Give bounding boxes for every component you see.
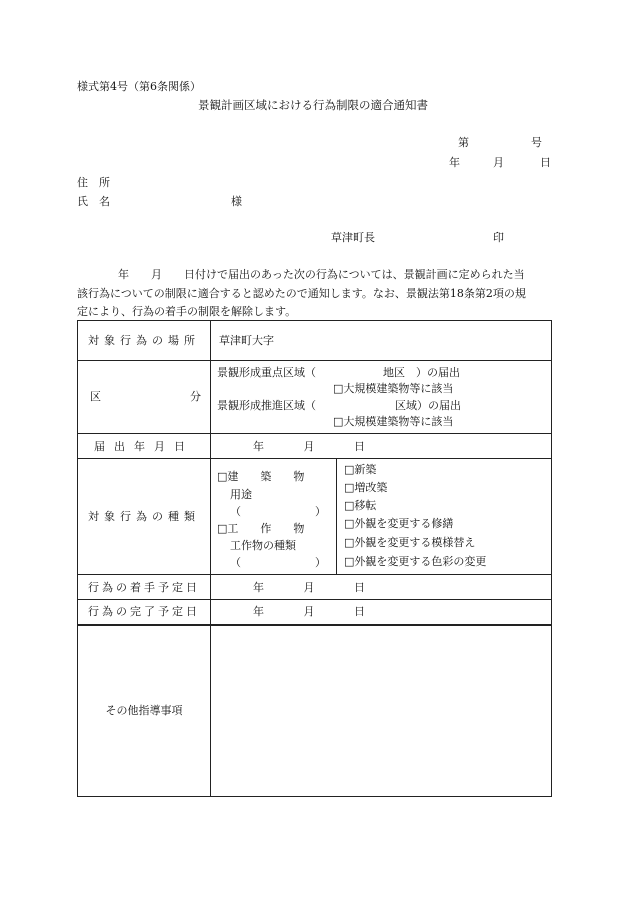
end-year: 年	[253, 605, 264, 619]
start-date-label: 行為の着手予定日	[88, 580, 200, 594]
promotion-district-text: 景観形成推進区域（	[217, 399, 316, 412]
application-table	[77, 320, 552, 797]
filing-date-label: 届出年月日	[94, 439, 194, 453]
structure-checkbox[interactable]: □工 作 物	[217, 522, 305, 535]
new-construction-checkbox[interactable]: □新築	[344, 463, 377, 476]
repair-checkbox[interactable]: □外観を変更する修繕	[344, 517, 454, 530]
category-field[interactable]	[211, 361, 552, 434]
start-day: 日	[354, 580, 365, 594]
structure-type-label: 工作物の種類	[230, 539, 296, 552]
key-district-suffix: 地区 ）の届出	[383, 366, 460, 379]
table-row-end-date	[78, 600, 552, 625]
filing-day: 日	[354, 439, 365, 453]
usage-paren-close: ）	[315, 505, 326, 518]
end-date-label: 行為の完了予定日	[88, 605, 200, 619]
structure-paren-open: （	[230, 556, 241, 569]
sama-honorific: 様	[231, 195, 242, 208]
remodel-checkbox[interactable]: □外観を変更する模様替え	[344, 536, 476, 549]
doc-date-year: 年	[449, 156, 460, 169]
doc-date-day: 日	[540, 156, 551, 169]
mayor-title: 草津町長	[331, 231, 375, 244]
filing-year: 年	[253, 439, 264, 453]
usage-label: 用途	[230, 488, 252, 501]
action-type-label: 対象行為の種類	[88, 510, 200, 523]
location-value: 草津町大字	[219, 334, 274, 347]
large-building-checkbox-1[interactable]: □大規模建築物等に該当	[333, 382, 454, 395]
table-row-other-guidance	[78, 625, 552, 797]
category-label-left: 区	[90, 390, 101, 403]
body-line-2: 該行為についての制限に適合すると認めたので通知します。なお、景観法第18条第2項の規	[77, 287, 526, 300]
table-row-location	[78, 321, 552, 361]
filing-date-field[interactable]	[211, 434, 552, 459]
end-day: 日	[354, 605, 365, 619]
doc-date-month: 月	[493, 156, 504, 169]
color-change-checkbox[interactable]: □外観を変更する色彩の変更	[344, 555, 487, 568]
building-checkbox[interactable]: □建 築 物	[217, 470, 305, 483]
seal-mark: 印	[493, 231, 504, 244]
table-row-action-type	[78, 459, 552, 575]
large-building-checkbox-2[interactable]: □大規模建築物等に該当	[333, 415, 454, 428]
other-guidance-label: その他指導事項	[105, 704, 183, 718]
structure-paren-close: ）	[315, 556, 326, 569]
table-row-start-date	[78, 575, 552, 600]
table-row-filing-date	[78, 434, 552, 459]
key-district-text: 景観形成重点区域（	[217, 366, 316, 379]
table-row-category	[78, 361, 552, 434]
extension-checkbox[interactable]: □増改築	[344, 481, 388, 494]
promotion-district-suffix: 区域）の届出	[395, 399, 461, 412]
usage-paren-open: （	[230, 505, 241, 518]
category-label-right: 分	[190, 390, 201, 403]
other-guidance-field[interactable]	[211, 625, 552, 797]
filing-month: 月	[303, 439, 315, 453]
type-column-divider	[336, 459, 337, 574]
doc-number-go: 号	[531, 136, 542, 149]
start-month: 月	[303, 580, 315, 594]
relocation-checkbox[interactable]: □移転	[344, 499, 377, 512]
body-line-1: 年 月 日付けで届出のあった次の行為については、景観計画に定められた当	[118, 268, 525, 281]
address-label: 住 所	[77, 176, 110, 189]
name-label: 氏 名	[77, 195, 110, 208]
form-number: 様式第4号（第6条関係）	[77, 80, 201, 93]
end-month: 月	[303, 605, 315, 619]
document-title: 景観計画区域における行為制限の適合通知書	[198, 98, 428, 112]
location-label: 対象行為の場所	[88, 334, 200, 347]
location-field[interactable]	[211, 321, 552, 361]
start-date-field[interactable]	[211, 575, 552, 600]
body-line-3: 定により、行為の着手の制限を解除します。	[77, 305, 297, 318]
end-date-field[interactable]	[211, 600, 552, 625]
doc-number-dai: 第	[458, 136, 469, 149]
start-year: 年	[253, 580, 264, 594]
